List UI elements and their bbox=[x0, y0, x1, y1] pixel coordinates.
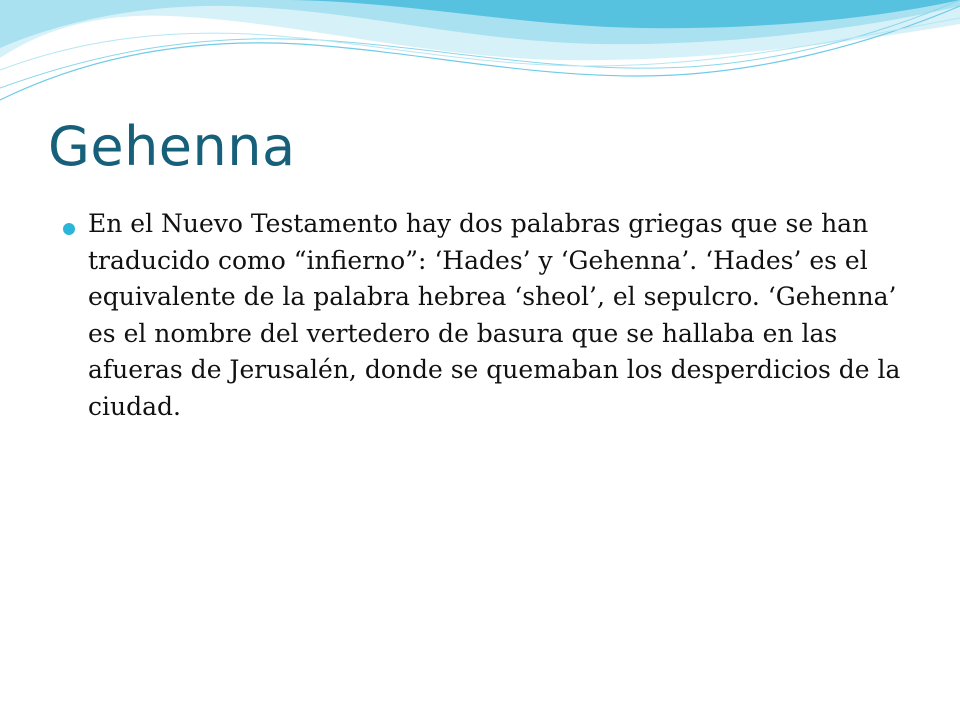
slide-title: Gehenna bbox=[48, 115, 296, 178]
bullet-dot-icon bbox=[63, 223, 75, 235]
bullet-text: En el Nuevo Testamento hay dos palabras griegas que se han traducido como “infierno”: ‘Hades’ y ‘Gehenna’. ‘Hades’ es el equivalente de la palabra hebrea ‘sheol’, el sepulcro. ‘Gehenna’ es el nombre del vertedero de basura que se hallaba en las afueras de Jerusalén, donde se quemaban los desperdicios de la ciudad. bbox=[88, 209, 901, 421]
bullet-item bbox=[60, 206, 910, 425]
wave-header-decoration bbox=[0, 0, 960, 120]
bullet-list bbox=[60, 206, 910, 425]
